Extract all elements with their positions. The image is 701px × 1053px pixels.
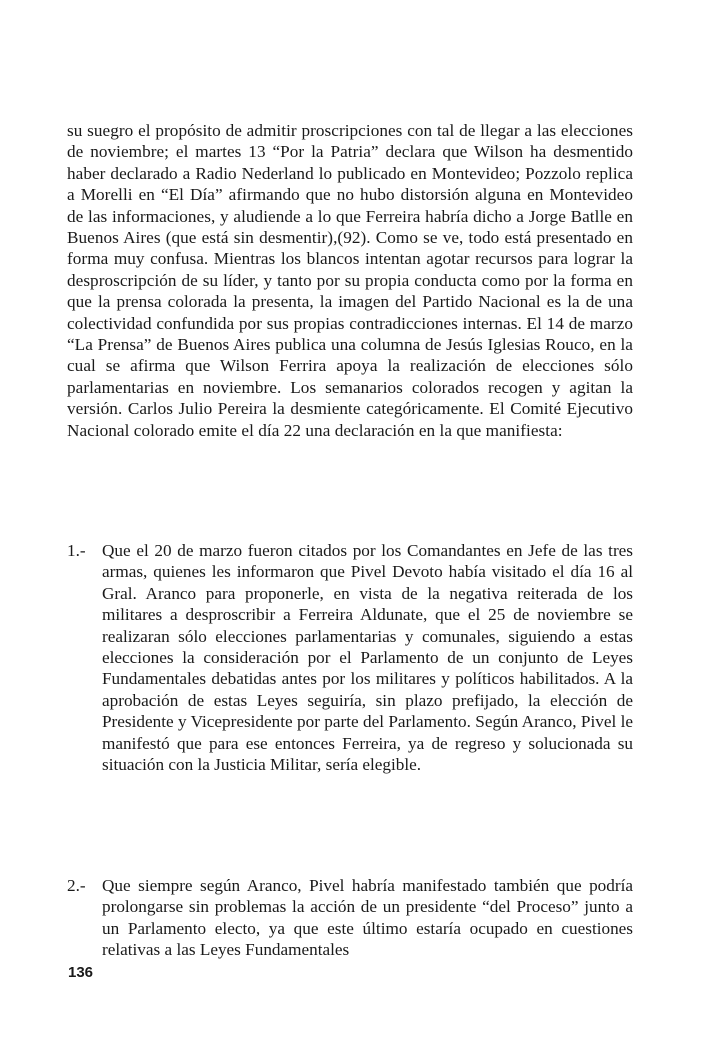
list-item-number: 1.- — [67, 541, 86, 560]
list-item-text: Que el 20 de marzo fueron citados por los Comandantes en Jefe de las tres armas, quienes les informaron que Pivel Devoto había visitado el día 16 al Gral. Aranco para proponerle, en vista de la negativa reiterada de los militares a desproscribir a Ferreira Aldunate, que el 25 de noviembre se realizaran sólo elecciones parlamentarias y comunales, siguiendo a estas elecciones la consideración por el Parlamento de un conjunto de Leyes Fundamentales debatidas antes por los militares y políticos habilitados. A la aprobación de estas Leyes seguiría, sin plazo prefijado, la elección de Presidente y Vicepresidente por parte del Parlamento. Según Aranco, Pivel le manifestó que para ese entonces Ferreira, ya de regreso y solucionada su situación con la Justicia Militar, sería elegible. — [102, 541, 633, 775]
body-paragraph: su suegro el propósito de admitir proscripciones con tal de llegar a las elecciones de noviembre; el martes 13 “Por la Patria” declara que Wilson ha desmentido haber declarado a Radio Nederland lo publicado en Montevideo; Pozzolo replica a Morelli en “El Día” afirmando que no hubo distorsión alguna en Montevideo de las informaciones, y aludiende a lo que Ferreira habría dicho a Jorge Batlle en Buenos Aires (que está sin desmentir),(92). Como se ve, todo está presentado en forma muy confusa. Mientras los blancos intentan agotar recursos para lograr la desproscripción de su líder, y tanto por su propia conducta como por la forma en que la prensa colorada la presenta, la imagen del Partido Nacional es la de una colectividad confundida por sus propias contradicciones internas. El 14 de marzo “La Prensa” de Buenos Aires publica una columna de Jesús Iglesias Rouco, en la cual se afirma que Wilson Ferrira apoya la realización de elecciones sólo parlamentarias en noviembre. Los semanarios colorados recogen y agitan la versión. Carlos Julio Pereira la desmiente categóricamente. El Comité Ejecutivo Nacional colorado emite el día 22 una declaración en la que manifiesta: — [67, 121, 633, 440]
list-item — [67, 875, 633, 961]
list-item-number: 2.- — [67, 876, 86, 895]
page-number: 136 — [68, 964, 94, 981]
list-item-text: Que siempre según Aranco, Pivel habría manifestado también que podría prolongarse sin problemas la acción de un presidente “del Proceso” junto a un Parlamento electo, ya que este último estaría ocupado en cuestiones relativas a las Leyes Fundamentales — [102, 876, 633, 960]
list-item — [67, 540, 633, 775]
